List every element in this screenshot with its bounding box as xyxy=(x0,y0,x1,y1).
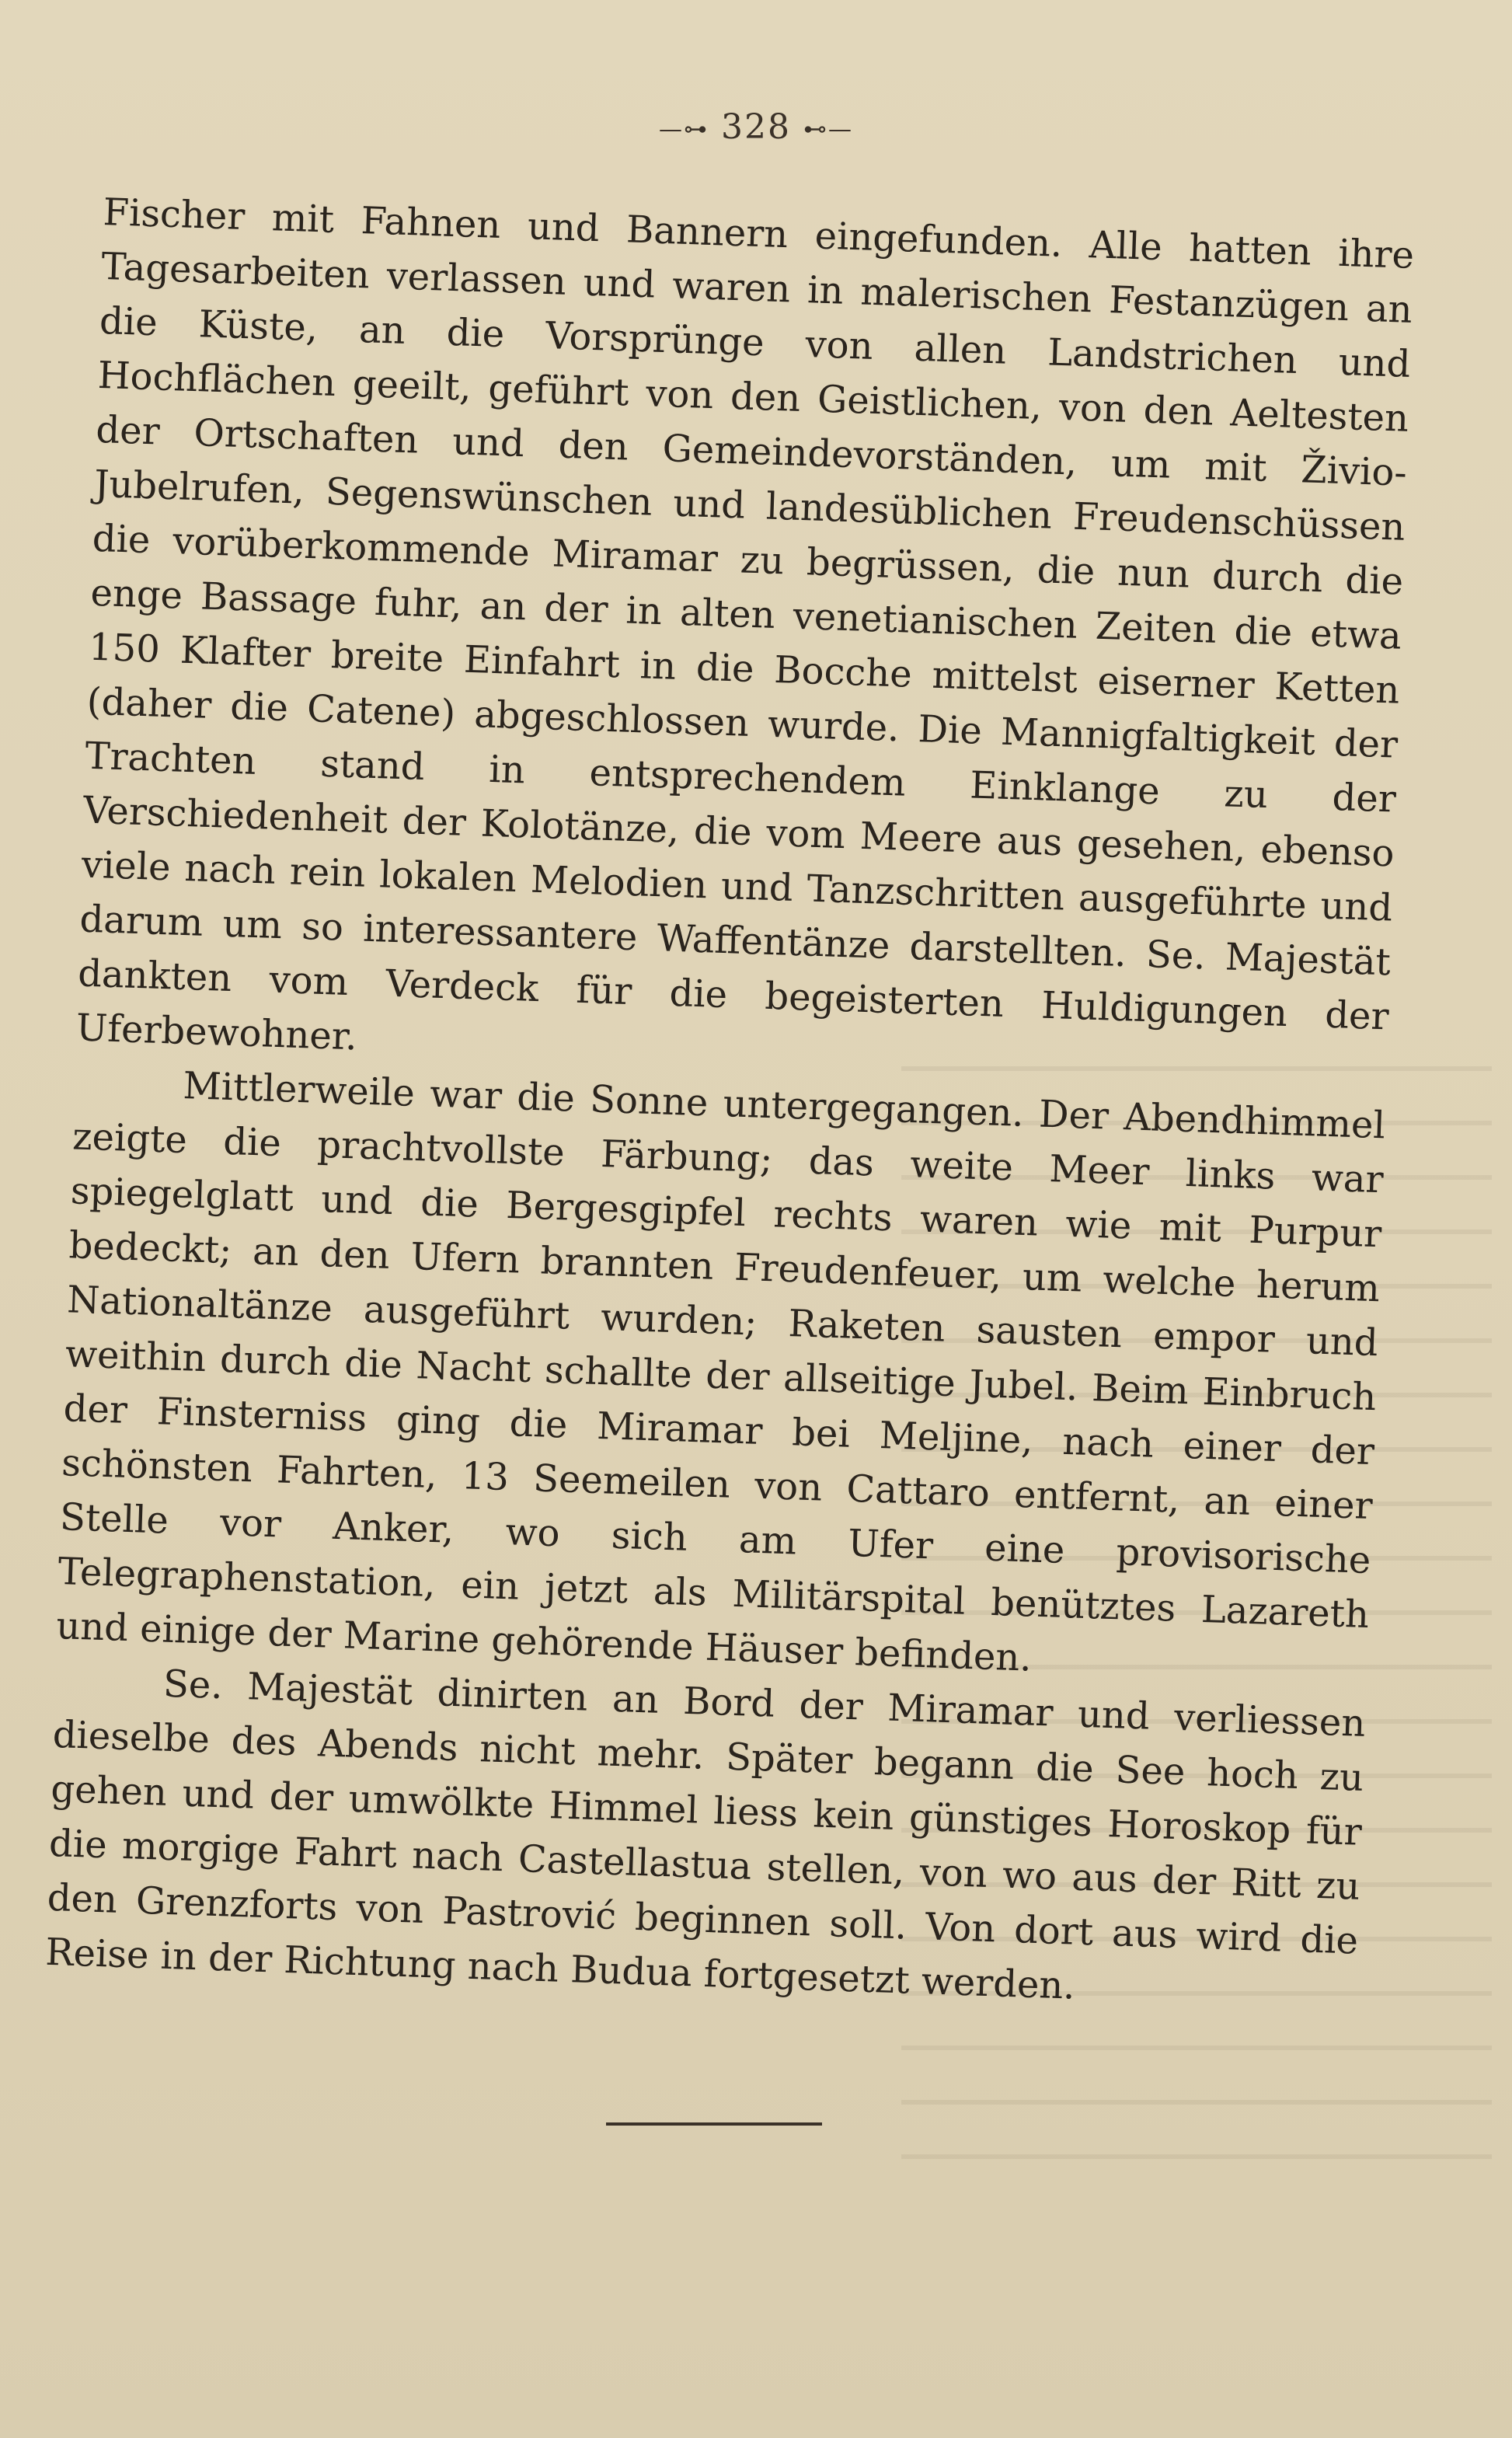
page-number: 328 xyxy=(721,107,791,147)
header-ornament-right: ⊷— xyxy=(803,116,853,143)
paragraph-3: Se. Majestät dinirten an Bord der Miramar und verliessen dieselbe des Abends nicht mehr. Später begann die See hoch zu gehen und der umwölkte Himmel liess kein günstiges Horoskop für die morgige Fahrt nach Castellastua stellen, von wo aus der Ritt zu den Grenzforts von Pastrović beginnen soll. Von dort aus wird die Reise in der Richtung nach Budua fortgesetzt werden. xyxy=(44,1662,1367,2008)
paragraph-1: Fischer mit Fahnen und Bannern eingefunden. Alle hatten ihre Tagesarbeiten verlassen und waren in malerischen Festanzügen an die Küste, an die Vorsprünge von allen Landstrichen und Hochflächen geeilt, geführt von den Geistlichen, von den Aeltesten der Ortschaften und den Gemeindevorständen, um mit Živio-Jubelrufen, Segenswünschen und landesüblichen Freudenschüssen die vorüberkommende Miramar zu begrüssen, die nun durch die enge Bassage fuhr, an der in alten venetianischen Zeiten die etwa 150 Klafter breite Einfahrt in die Bocche mittelst eiserner Ketten (daher die Catene) abgeschlossen wurde. Die Mannigfaltigkeit der Trachten stand in entsprechendem Einklange zu der Verschiedenheit der Kolotänze, die vom Meere aus gesehen, ebenso viele nach rein lokalen Melodien und Tanzschritten ausgeführte und darum um so interessantere Waffentänze darstellten. Se. Majestät dankten vom Verdeck für die begeisterten Huldigungen der Uferbewohner. xyxy=(75,190,1415,1059)
page-header xyxy=(0,107,1512,147)
paragraph-2: Mittlerweile war die Sonne untergegangen. Der Abendhimmel zeigte die prachtvollste Färbung; das weite Meer links war spiegelglatt und die Bergesgipfel rechts waren wie mit Purpur bedeckt; an den Ufern brannten Freudenfeuer, um welche herum Nationaltänze ausgeführt wurden; Raketen sausten empor und weithin durch die Nacht schallte der allseitige Jubel. Beim Einbruch der Finsterniss ging die Miramar bei Meljine, nach einer der schönsten Fahrten, 13 Seemeilen von Cattaro entfernt, an einer Stelle vor Anker, wo sich am Ufer eine provisorische Telegraphenstation, ein jetzt als Militärspital benütztes Lazareth und einige der Marine gehörende Häuser befinden. xyxy=(55,1064,1386,1680)
body-text xyxy=(44,185,1415,2023)
section-separator-rule xyxy=(606,2122,822,2126)
header-ornament-left: —⊶ xyxy=(659,116,709,143)
